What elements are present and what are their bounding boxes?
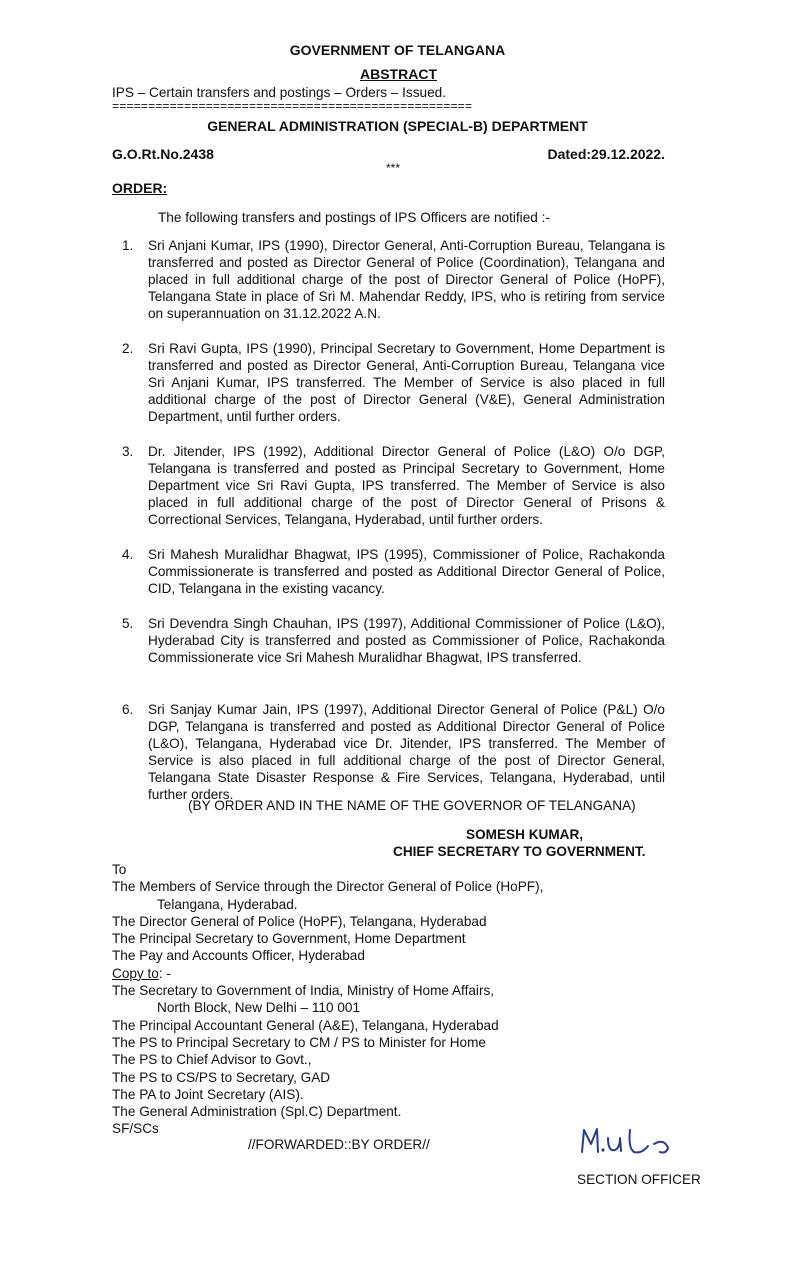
order-items-list: [112, 237, 665, 821]
order-label: ORDER:: [112, 180, 168, 196]
item-text: Sri Ravi Gupta, IPS (1990), Principal Secretary to Government, Home Department is transferred and posted as Director General, Anti-Corruption Bureau, Telangana vice Sri Anjani Kumar, IPS transferred. The Member of Service is also placed in full additional charge of the post of Director General (V&E), General Administration Department, until further orders.: [148, 341, 665, 424]
dated-label: Dated:29.12.2022.: [547, 146, 665, 162]
government-heading: GOVERNMENT OF TELANGANA: [289, 42, 506, 58]
list-item: [112, 237, 665, 322]
copy-line: The Secretary to Government of India, Ministry of Home Affairs,: [112, 983, 495, 999]
copy-line: The PS to CS/PS to Secretary, GAD: [112, 1069, 331, 1085]
item-text: Sri Devendra Singh Chauhan, IPS (1997), Additional Commissioner of Police (L&O), Hyderabad City is transferred and posted as Commissioner of Police, Rachakonda Commissionerate vice Sri Mahesh Muralidhar Bhagwat, IPS transferred.: [148, 616, 665, 665]
forwarded-line: //FORWARDED::BY ORDER//: [248, 1137, 430, 1152]
copy-to-row: [112, 965, 543, 982]
copy-line: The General Administration (Spl.C) Department.: [112, 1104, 402, 1120]
department-heading: GENERAL ADMINISTRATION (SPECIAL-B) DEPARTMENT: [207, 118, 588, 134]
copy-line: SF/SCs: [112, 1121, 159, 1137]
copy-to-suffix: : -: [158, 965, 171, 981]
list-item: [112, 701, 665, 803]
list-item: [112, 546, 665, 597]
by-order-line: (BY ORDER AND IN THE NAME OF THE GOVERNOR OF TELANGANA): [188, 798, 636, 813]
item-text: Dr. Jitender, IPS (1992), Additional Director General of Police (L&O) O/o DGP, Telangana is transferred and posted as Principal Secretary to Government, Home Department vice Sri Ravi Gupta, IPS transferred. The Member of Service is also placed in full additional charge of the post of Director General of Prisons & Correctional Services, Telangana, Hyderabad, until further orders.: [148, 444, 665, 527]
to-line: Telangana, Hyderabad.: [157, 896, 298, 912]
go-number: G.O.Rt.No.2438: [112, 146, 214, 162]
item-number: 2.: [122, 341, 134, 356]
item-text: Sri Anjani Kumar, IPS (1990), Director General, Anti-Corruption Bureau, Telangana is transferred and posted as Director General of Police (Coordination), Telangana and placed in full additional charge of the post of Director General of Police (HoPF), Telangana State in place of Sri M. Mahendar Reddy, IPS, who is retiring from service on superannuation on 31.12.2022 A.N.: [148, 238, 665, 321]
distribution-list: [112, 861, 543, 1138]
item-text: Sri Sanjay Kumar Jain, IPS (1997), Additional Director General of Police (P&L) O/o DGP, Telangana is transferred and posted as Additional Director General of Police (L&O), Telangana, Hyderabad vice Dr. Jitender, IPS transferred. The Member of Service is also placed in full additional charge of the post of Director General, Telangana State Disaster Response & Fire Services, Telangana, Hyderabad, until further orders.: [148, 702, 665, 802]
signature-mark: [578, 1122, 678, 1162]
order-intro: The following transfers and postings of IPS Officers are notified :-: [158, 210, 550, 225]
copy-line: The PS to Principal Secretary to CM / PS to Minister for Home: [112, 1034, 486, 1050]
separator-line: ==================================================: [112, 100, 473, 114]
abstract-label: ABSTRACT: [360, 66, 437, 82]
list-item: [112, 443, 665, 528]
item-number: 3.: [122, 444, 134, 459]
copy-to-label: Copy to: [112, 965, 159, 981]
to-line: The Pay and Accounts Officer, Hyderabad: [112, 948, 365, 964]
list-item: [112, 340, 665, 425]
copy-line: The PS to Chief Advisor to Govt.,: [112, 1052, 312, 1068]
copy-line: The Principal Accountant General (A&E), Telangana, Hyderabad: [112, 1017, 499, 1033]
copy-line: North Block, New Delhi – 110 001: [157, 1000, 361, 1016]
to-label: To: [112, 862, 127, 877]
to-line: The Members of Service through the Director General of Police (HoPF),: [112, 879, 544, 895]
section-officer-label: SECTION OFFICER: [577, 1172, 701, 1187]
item-number: 4.: [122, 547, 134, 562]
item-text: Sri Mahesh Muralidhar Bhagwat, IPS (1995), Commissioner of Police, Rachakonda Commissionerate is transferred and posted as Additional Director General of Police, CID, Telangana in the existing vacancy.: [148, 547, 665, 596]
handwritten-signature: [578, 1122, 678, 1166]
stars-divider: ***: [386, 161, 401, 175]
signatory-name: SOMESH KUMAR,: [466, 827, 584, 842]
item-number: 5.: [122, 616, 134, 631]
subject-line: IPS – Certain transfers and postings – Orders – Issued.: [112, 85, 446, 100]
to-line: The Principal Secretary to Government, Home Department: [112, 931, 466, 947]
signatory-title: CHIEF SECRETARY TO GOVERNMENT.: [393, 844, 646, 859]
to-line: The Director General of Police (HoPF), Telangana, Hyderabad: [112, 913, 487, 929]
copy-line: The PA to Joint Secretary (AIS).: [112, 1086, 304, 1102]
list-item: [112, 615, 665, 683]
item-number: 6.: [122, 702, 134, 717]
item-number: 1.: [122, 238, 134, 253]
